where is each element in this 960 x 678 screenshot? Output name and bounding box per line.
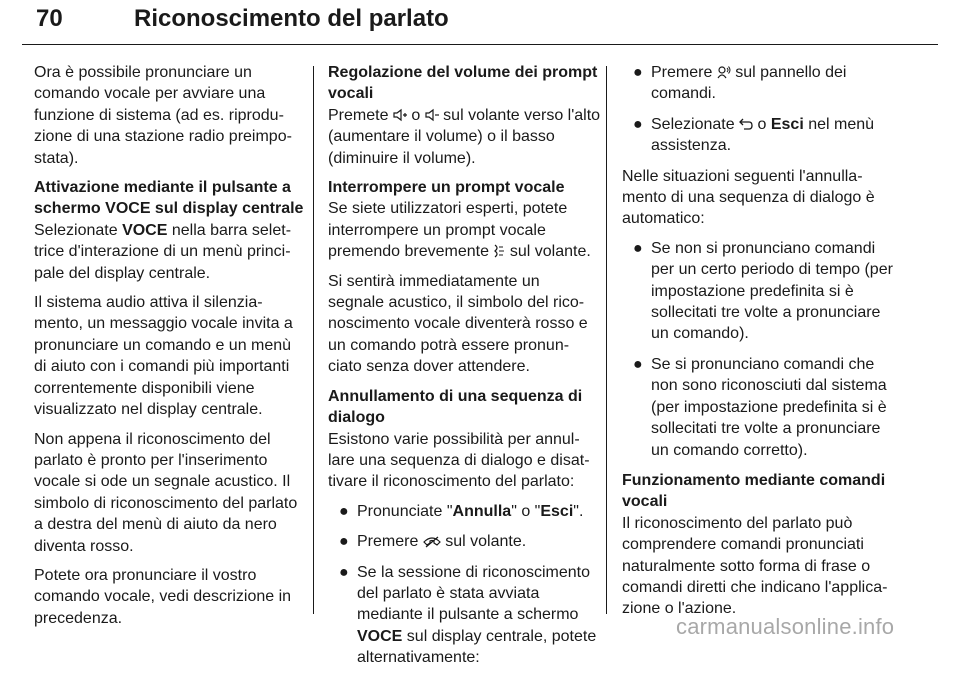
mute-paragraph: Il sistema audio attiva il silenzia- mento, un messaggio vocale invita a pronunciare un comando e un menù di aiuto con i comandi più importanti correntemente disponibili viene visualizzato nel display centrale. xyxy=(34,294,293,419)
column-divider-right xyxy=(606,66,607,614)
section-heading-cancel: Annullamento di una sequenza di dialogo xyxy=(328,387,583,427)
volume-paragraph: Premete o sul volante verso l'alto (aumentare il volume) o il basso (diminuire il volume). xyxy=(328,106,601,167)
watermark: carmanualsonline.info xyxy=(676,614,895,639)
chapter-title: Riconoscimento del parlato xyxy=(134,5,449,32)
cancel-intro-paragraph: Esistono varie possibilità per annul- lare una sequenza di dialogo e disat- tivare il riconoscimento del parlato: xyxy=(328,430,590,491)
voice-recognition-icon xyxy=(717,65,731,79)
column-3 xyxy=(622,62,898,628)
list-item: ● Premere sul volante. xyxy=(339,533,527,551)
list-item: ● Se si pronunciano comandi che non sono riconosciuti dal sistema (per impostazione predefinita si è sollecitati tre volte a pronunciare un comando corretto). xyxy=(633,355,887,459)
list-item: ● Premere sul pannello dei comandi. xyxy=(633,64,847,103)
speak-paragraph: Potete ora pronunciare il vostro comando vocale, vedi descrizione in precedenza. xyxy=(34,566,292,627)
volume-down-icon xyxy=(425,108,439,122)
section-heading-voce: Attivazione mediante il pulsante a schermo VOCE sul display centrale xyxy=(34,179,304,218)
volume-up-icon xyxy=(393,108,407,122)
section-heading-interrupt: Interrompere un prompt vocale xyxy=(328,179,565,197)
voce-paragraph: Selezionate VOCE nella barra selet- trice d'interazione di un menù princi- pale del display centrale. xyxy=(34,221,292,282)
list-item: ● Se la sessione di riconoscimento del parlato è stata avviata mediante il pulsante a schermo VOCE sul display centrale, potete alternativamente: xyxy=(339,563,597,667)
intro-paragraph: Ora è possibile pronunciare un comando vocale per avviare una funzione di sistema (ad es. riprodu- zione di una stazione radio preimpo- stata). xyxy=(34,64,292,167)
page-number: 70 xyxy=(36,5,63,32)
back-arrow-icon xyxy=(739,117,753,131)
voice-command-icon xyxy=(493,244,505,258)
voce-label: VOCE xyxy=(122,221,168,239)
column-2 xyxy=(328,62,600,678)
functions-paragraph: Il riconoscimento del parlato può comprendere comandi pronunciati naturalmente sotto forma di frase o comandi diretti che indicano l'applica- zione o l'azione. xyxy=(622,514,888,618)
interrupt-paragraph: Se siete utilizzatori esperti, potete interrompere un prompt vocale premendo brevemente sul volante. xyxy=(328,200,591,261)
list-item: ● Se non si pronunciano comandi per un certo periodo di tempo (per impostazione predefinita si è sollecitati tre volte a pronunciare un comando). xyxy=(633,239,893,343)
auto-cancel-paragraph: Nelle situazioni seguenti l'annulla- mento di una sequenza di dialogo è automatico: xyxy=(622,167,875,228)
section-heading-functions: Funzionamento mediante comandi vocali xyxy=(622,471,886,511)
ready-paragraph: Non appena il riconoscimento del parlato è pronto per l'inserimento vocale si ode un segnale acustico. Il simbolo di riconoscimento del parlato a destra del menù di aiuto da nero diventa rosso. xyxy=(34,430,298,555)
end-call-icon xyxy=(423,536,441,548)
page-header xyxy=(22,0,938,45)
list-item: ● Selezionate o Esci nel menù assistenza. xyxy=(633,115,875,155)
list-item: ● Pronunciate "Annulla" o "Esci". xyxy=(339,502,584,520)
beep-paragraph: Si sentirà immediatamente un segnale acustico, il simbolo del rico- noscimento vocale diventerà rosso e un comando potrà essere pronun- ciato senza dover attendere. xyxy=(328,272,588,376)
section-heading-volume: Regolazione del volume dei prompt vocali xyxy=(328,64,598,103)
column-divider-left xyxy=(313,66,314,614)
column-1 xyxy=(34,62,304,637)
